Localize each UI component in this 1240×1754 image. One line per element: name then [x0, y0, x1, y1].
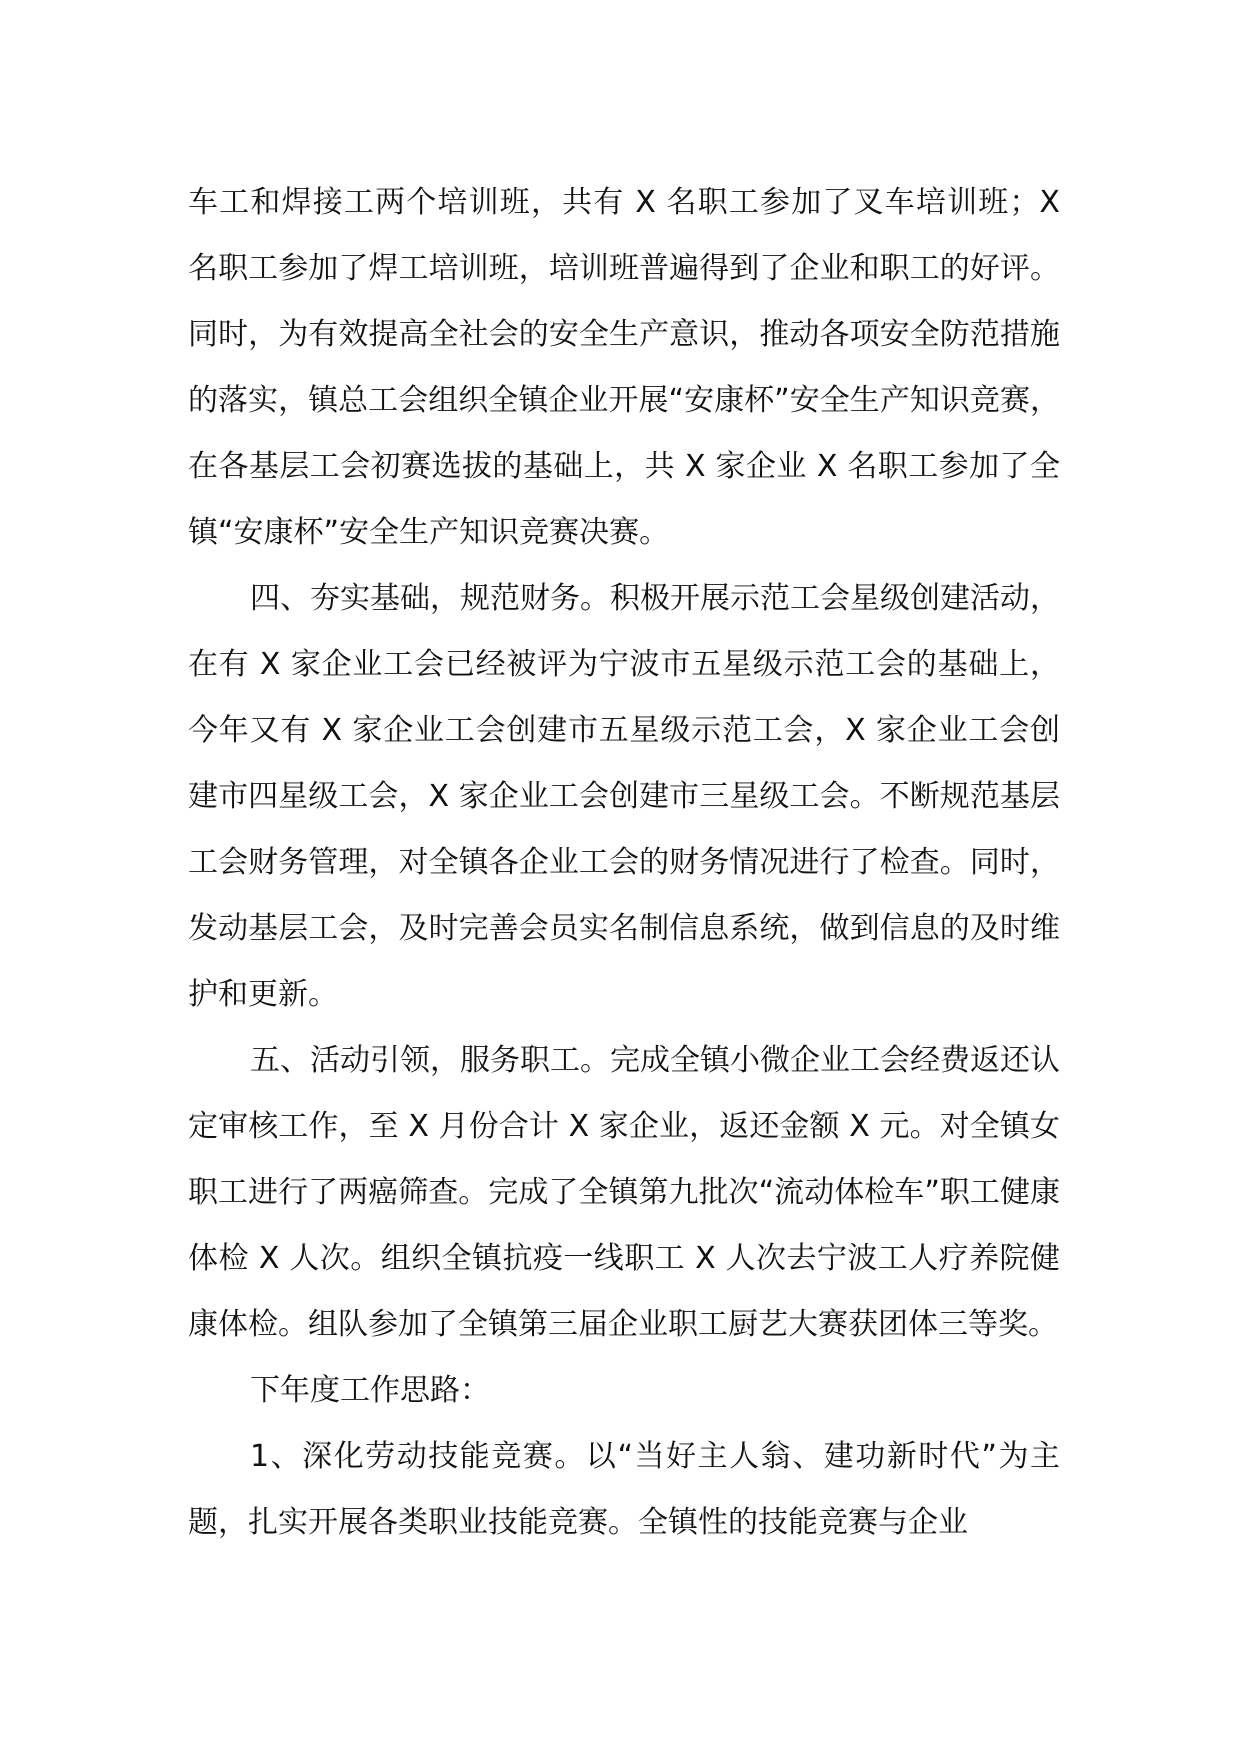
paragraph-training: 车工和焊接工两个培训班，共有 X 名职工参加了叉车培训班；X 名职工参加了焊工培训班，培训班普遍得到了企业和职工的好评。同时，为有效提高全社会的安全生产意识，推动各项安全防范措施的落实，镇总工会组织全镇企业开展“安康杯”安全生产知识竞赛，在各基层工会初赛选拔的基础上，共 X 家企业 X 名职工参加了全镇“安康杯”安全生产知识竞赛决赛。 — [188, 185, 1060, 550]
paragraph-next-year-item-1: 1、深化劳动技能竞赛。以“当好主人翁、建功新时代”为主题，扎实开展各类职业技能竞赛。全镇性的技能竞赛与企业 — [188, 1439, 1060, 1540]
paragraph-next-year-heading: 下年度工作思路： — [250, 1373, 490, 1408]
paragraph-section-five: 五、活动引领，服务职工。完成全镇小微企业工会经费返还认定审核工作，至 X 月份合计 X 家企业，返还金额 X 元。对全镇女职工进行了两癌筛查。完成了全镇第九批次“流动体检车”职工健康体检 X 人次。组织全镇抗疫一线职工 X 人次去宁波工人疗养院健康体检。组队参加了全镇第三届企业职工厨艺大赛获团体三等奖。 — [188, 1043, 1060, 1342]
paragraph-section-four: 四、夯实基础，规范财务。积极开展示范工会星级创建活动，在有 X 家企业工会已经被评为宁波市五星级示范工会的基础上，今年又有 X 家企业工会创建市五星级示范工会，X 家企业工会创建市四星级工会，X 家企业工会创建市三星级工会。不断规范基层工会财务管理，对全镇各企业工会的财务情况进行了检查。同时，发动基层工会，及时完善会员实名制信息系统，做到信息的及时维护和更新。 — [188, 581, 1060, 1012]
document-body — [188, 170, 1060, 1556]
